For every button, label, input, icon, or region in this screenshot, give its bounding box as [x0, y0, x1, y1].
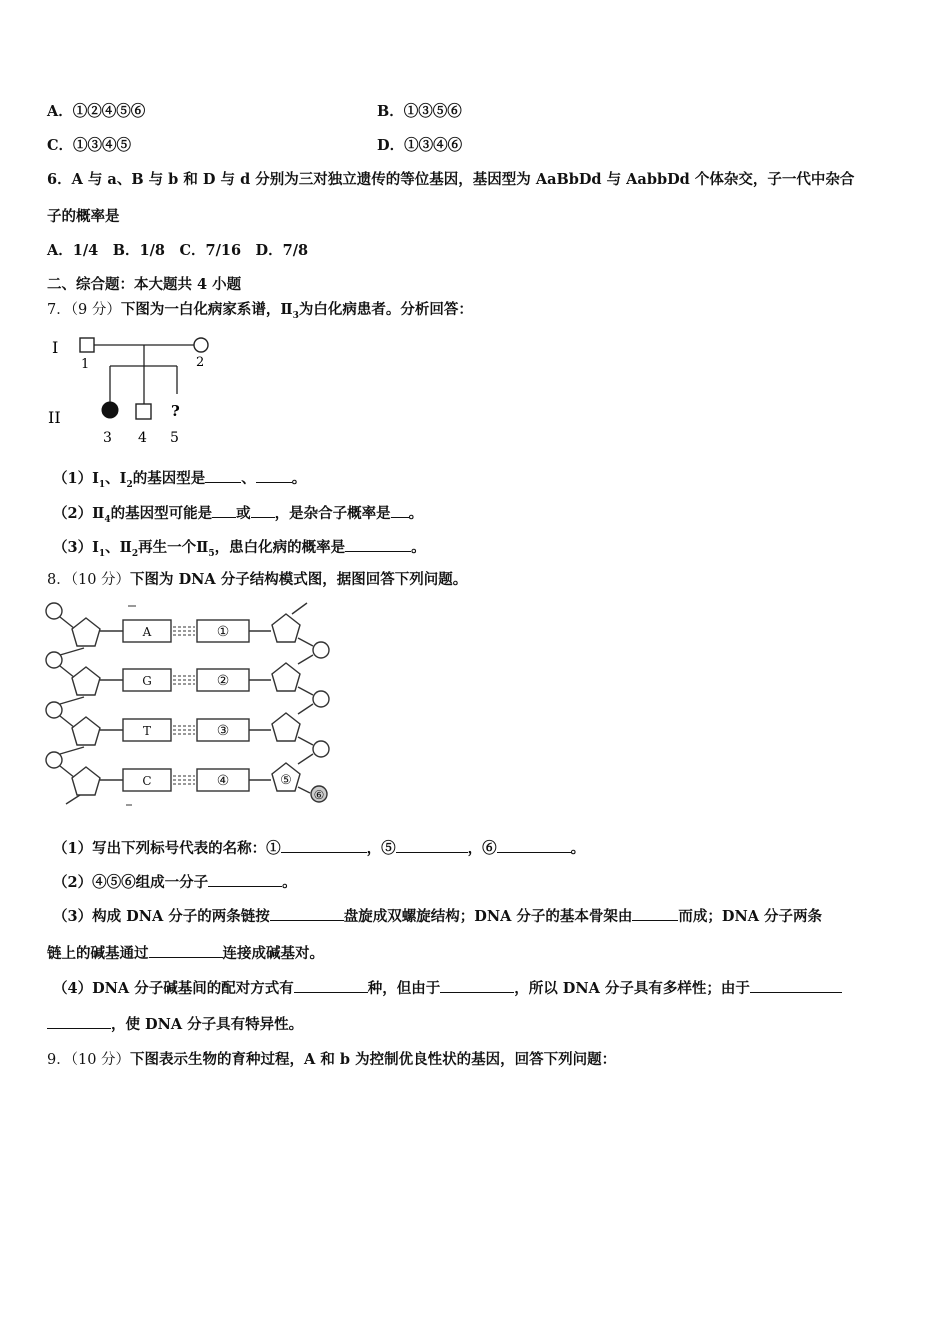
base-label: T	[142, 724, 152, 738]
deoxyribose-left	[72, 667, 100, 695]
q8-sub3-line2	[47, 943, 324, 964]
label-individual-4: 4	[138, 430, 147, 446]
answer-blank[interactable]	[391, 503, 409, 518]
q9-stem	[47, 1050, 616, 1070]
deoxyribose-left	[72, 767, 100, 795]
q7-sub3-text-b: ，患白化病的概率是	[214, 539, 346, 556]
q8-sub3-line2-b: 连接成碱基对。	[222, 945, 324, 962]
q7-sub1-sep: 、	[241, 470, 256, 487]
phosphate-label: ⑥	[313, 788, 325, 802]
q8-sub4-a: （4）DNA 分子碱基间的配对方式有	[53, 980, 294, 997]
option-b: B．①③⑤⑥	[377, 103, 462, 120]
q9-number: 9．	[47, 1052, 71, 1068]
q7-sub1-s2: 2	[126, 479, 133, 490]
q8-sub1-text: （1）写出下列标号代表的名称：①	[53, 840, 281, 857]
q8-sub3-line1	[53, 906, 822, 927]
answer-blank[interactable]	[208, 872, 282, 887]
base-label: G	[142, 674, 152, 688]
q7-sub1-mid: 、Ⅰ	[105, 470, 127, 487]
q8-sub4-c: ，所以 DNA 分子具有多样性；由于	[514, 980, 750, 997]
q6-options: A．1/4 B．1/8 C．7/16 D．7/8	[47, 242, 309, 259]
answer-blank[interactable]	[205, 468, 241, 483]
answer-blank[interactable]	[396, 838, 468, 853]
answer-blank[interactable]	[256, 468, 292, 483]
q7-sub3-end: 。	[411, 539, 426, 556]
q7-sub1-prefix: （1）Ⅰ	[53, 470, 99, 487]
q8-sub3-c: 而成；DNA 分子两条	[678, 908, 823, 925]
answer-blank[interactable]	[212, 503, 236, 518]
q7-stem	[47, 300, 473, 326]
phosphate-right	[313, 642, 329, 658]
q7-sub3	[53, 537, 426, 564]
q7-sub1-s1: 1	[98, 479, 106, 490]
q6-stem-line1: 6．A 与 a、B 与 b 和 D 与 d 分别为三对独立遗传的等位基因，基因型为 AaBbDd 与 AabbDd 个体杂交，子一代中杂合	[47, 171, 855, 188]
option-d: D．①③④⑥	[377, 137, 463, 154]
q7-sub2-text-c: ，是杂合子概率是	[274, 505, 391, 522]
q8-sub2-text: （2）④⑤⑥组成一分子	[53, 874, 209, 891]
q7-sub3-s2: 2	[131, 548, 139, 559]
deoxyribose-right	[272, 663, 300, 691]
answer-blank[interactable]	[270, 906, 344, 921]
deoxyribose-left	[72, 717, 100, 745]
q6-stem-line2: 子的概率是	[47, 208, 120, 225]
answer-blank[interactable]	[345, 537, 411, 552]
individual-1-male	[80, 338, 94, 352]
q7-sub2-text-b: 或	[236, 505, 251, 522]
answer-blank[interactable]	[294, 978, 368, 993]
phosphate-left	[46, 702, 62, 718]
number-label: ②	[216, 673, 230, 689]
q8-sub1-end: 。	[570, 840, 586, 857]
option-a: A．①②④⑤⑥	[47, 103, 146, 120]
q8-sub1-c: ，⑥	[467, 840, 497, 857]
q8-sub1	[53, 838, 585, 859]
label-individual-5: 5	[170, 430, 179, 446]
individual-3-affected-female	[102, 402, 118, 418]
answer-blank[interactable]	[440, 978, 514, 993]
label-individual-1: 1	[81, 357, 90, 372]
individual-4-male	[136, 404, 151, 419]
q7-stem-text-a: 下图为一白化病家系谱，Ⅱ	[120, 301, 293, 318]
answer-blank[interactable]	[47, 1014, 111, 1029]
number-label: ③	[216, 723, 230, 739]
gen-2-label: II	[48, 408, 61, 427]
unknown-mark: ?	[171, 402, 180, 420]
q7-sub3-s3: 5	[208, 548, 215, 559]
answer-blank[interactable]	[251, 503, 275, 518]
q8-stem	[47, 570, 467, 590]
phosphate-right	[313, 691, 329, 707]
q8-sub4-line2	[47, 1014, 303, 1035]
q9-score: （10 分）	[70, 1052, 131, 1068]
gen-1-label: I	[52, 338, 59, 357]
individual-2-female	[194, 338, 208, 352]
phosphate-right	[313, 741, 329, 757]
q7-sub3-s1: 1	[98, 548, 106, 559]
q8-sub3-line2-a: 链上的碱基通过	[47, 945, 149, 962]
q7-stem-text-b: 为白化病患者。分析回答：	[298, 301, 473, 318]
q7-sub2-s1: 4	[104, 514, 111, 525]
answer-blank[interactable]	[149, 943, 223, 958]
label-individual-3: 3	[103, 430, 112, 446]
deoxyribose-right	[272, 614, 300, 642]
q8-sub1-b: ，⑤	[366, 840, 396, 857]
answer-blank[interactable]	[281, 838, 367, 853]
q7-sub2-text-a: 的基因型可能是	[110, 505, 213, 522]
q7-sub2-prefix: （2）Ⅱ	[53, 505, 105, 522]
q7-sub2-end: 。	[408, 505, 424, 522]
dna-structure-diagram	[40, 598, 340, 810]
answer-blank[interactable]	[632, 906, 678, 921]
q7-sub1-text: 的基因型是	[132, 470, 206, 487]
number-label: ④	[216, 773, 230, 789]
q8-sub2-end: 。	[282, 874, 297, 891]
q7-sub3-prefix: （3）Ⅰ	[53, 539, 99, 556]
q7-sub3-text-a: 再生一个Ⅱ	[138, 539, 209, 556]
deoxyribose-right	[272, 713, 300, 741]
deoxyribose-left	[72, 618, 100, 646]
q8-sub2	[53, 872, 297, 893]
q7-number: 7．	[47, 302, 71, 318]
q8-sub3-b: 盘旋成双螺旋结构；DNA 分子的基本骨架由	[343, 908, 633, 925]
phosphate-left	[46, 603, 62, 619]
phosphate-left	[46, 652, 62, 668]
q7-score: （9 分）	[70, 302, 121, 318]
q7-stem-sub: 3	[292, 310, 299, 321]
pentose-label: ⑤	[280, 773, 292, 788]
base-label: C	[142, 774, 152, 788]
q8-sub4-line1	[53, 978, 842, 999]
q7-sub3-mid: 、Ⅱ	[105, 539, 132, 556]
q8-number: 8．	[47, 572, 71, 588]
label-individual-2: 2	[196, 355, 205, 370]
pedigree-chart	[40, 330, 240, 450]
base-label: A	[142, 625, 152, 639]
q9-stem-text: 下图表示生物的育种过程，A 和 b 为控制优良性状的基因，回答下列问题：	[130, 1051, 617, 1068]
q8-sub4-b: 种，但由于	[367, 980, 441, 997]
section-heading: 二、综合题：本大题共 4 小题	[47, 276, 242, 293]
phosphate-left	[46, 752, 62, 768]
number-label: ①	[216, 624, 230, 640]
q8-stem-text: 下图为 DNA 分子结构模式图，据图回答下列问题。	[130, 571, 468, 588]
q8-sub3-a: （3）构成 DNA 分子的两条链按	[53, 908, 270, 925]
q8-score: （10 分）	[70, 572, 131, 588]
q7-sub1	[53, 468, 306, 495]
q8-sub4-line2-b: ，使 DNA 分子具有特异性。	[111, 1016, 304, 1033]
option-c: C．①③④⑤	[47, 137, 132, 154]
q7-sub2	[53, 503, 423, 530]
answer-blank[interactable]	[750, 978, 842, 993]
q7-sub1-end: 。	[291, 470, 307, 487]
answer-blank[interactable]	[497, 838, 571, 853]
